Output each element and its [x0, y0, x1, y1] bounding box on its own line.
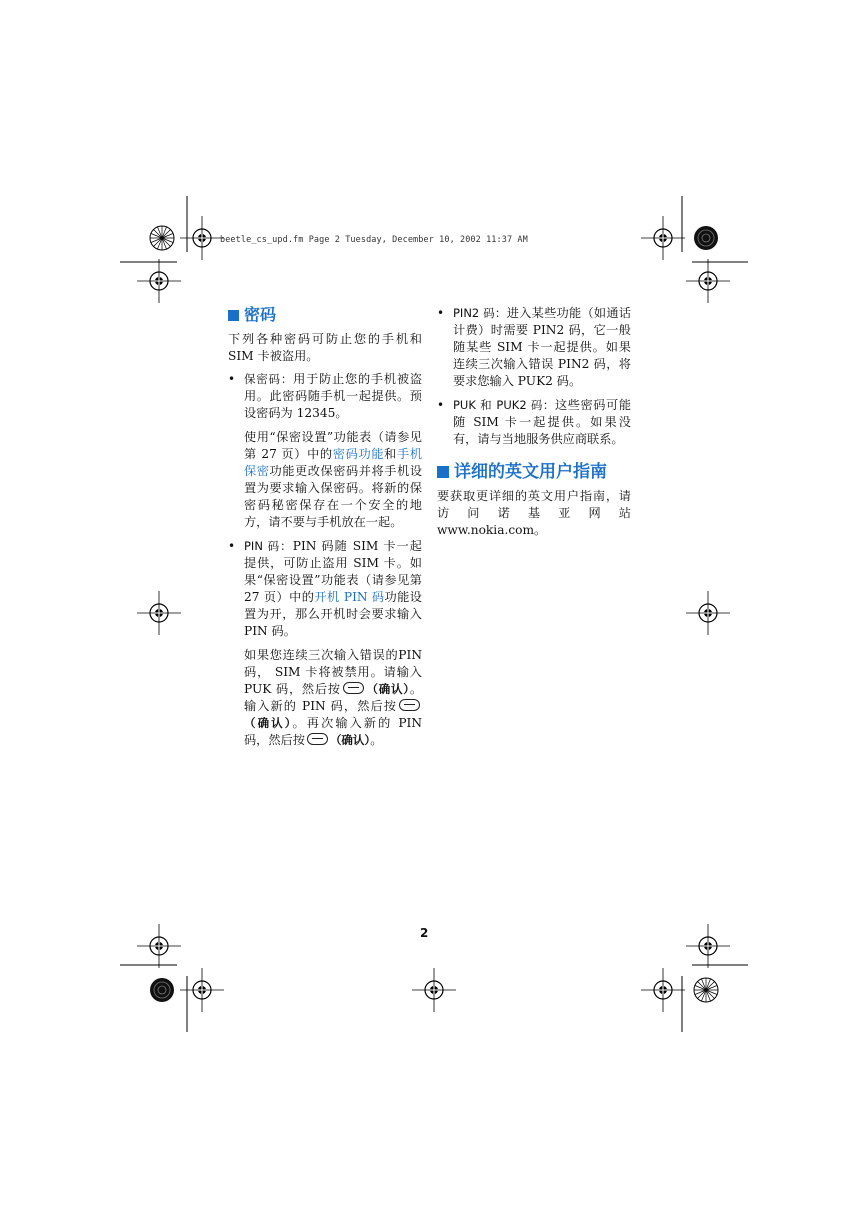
- guide-text: 要获取更详细的英文用户指南，请访问诺基亚网站 www.nokia.com。: [437, 489, 631, 537]
- link-phone-security[interactable]: 手机保密: [244, 447, 423, 478]
- bullet: •: [437, 306, 445, 320]
- password-list: [228, 371, 422, 749]
- list-item-pin-code: • PIN 码：PIN 码随 SIM 卡一起提供，可防止盗用 SIM 卡。如果“保密设置”功能表（请参见第 27 页）中的开机 PIN 码功能设置为开，那么开机时会要求输入 PIN 码。 如果您连续三次输入错误的PIN码， SIM 卡将被禁用。请输入 PUK 码，然后按 （确认）。输入新的 PIN 码，然后按（确认）。再次输入新的 PIN 码，然后按 （确认）。: [228, 539, 422, 747]
- password-intro: 下列各种密码可防止您的手机和SIM 卡被盗用。: [228, 332, 422, 363]
- left-column: [228, 305, 422, 756]
- list-item-puk-code: • PUK 和 PUK2 码：这些密码可能随 SIM 卡一起提供。如果没有，请与当地服务供应商联系。: [437, 398, 632, 446]
- bullet: •: [437, 398, 445, 412]
- pin-code-details: 如果您连续三次输入错误的PIN码， SIM 卡将被禁用。请输入 PUK 码，然后按 （确认）。输入新的 PIN 码，然后按（确认）。再次输入新的 PIN 码，然后按 （确认）。: [244, 648, 422, 747]
- page-number: 2: [420, 926, 429, 940]
- selection-key-icon: [399, 699, 420, 711]
- list-item-security-code: [228, 371, 422, 531]
- list-item-pin2-code: • PIN2 码：进入某些功能（如通话计费）时需要 PIN2 码，它一般随某些 SIM 卡一起提供。如果连续三次输入错误 PIN2 码，将要求您输入 PUK2 码。: [437, 306, 632, 388]
- term-puk-code: PUK 和 PUK2 码：: [453, 398, 556, 412]
- password-list-continued: [437, 305, 631, 448]
- security-code-text: 用于防止您的手机被盗用。此密码随手机一起提供。预设密码为 12345。: [244, 372, 423, 420]
- term-pin2-code: PIN2 码：: [453, 306, 507, 320]
- bullet: •: [228, 539, 236, 553]
- file-header: beetle_cs_upd.fm Page 2 Tuesday, December 10, 2002 11:37 AM: [220, 235, 528, 245]
- selection-key-icon: [343, 682, 364, 694]
- selection-key-icon: [307, 733, 328, 745]
- security-code-details: 使用“保密设置”功能表（请参见第 27 页）中的密码功能和手机保密功能更改保密码并将手机设置为要求输入保密码。将新的保密码秘密保存在一个安全的地方，请不要与手机放在一起。: [244, 430, 423, 529]
- term-pin-code: PIN 码：: [244, 539, 293, 553]
- section-title-password: 密码: [228, 305, 422, 325]
- link-power-on-pin[interactable]: 开机 PIN 码: [314, 590, 385, 604]
- section-square-icon: [228, 310, 239, 321]
- section-title-guide: 详细的英文用户指南: [437, 462, 631, 482]
- bullet: •: [228, 372, 236, 386]
- right-column: [437, 305, 631, 539]
- section-square-icon: [437, 466, 449, 478]
- link-password-function[interactable]: 密码功能: [332, 447, 385, 461]
- term-security-code: 保密码：: [244, 372, 294, 386]
